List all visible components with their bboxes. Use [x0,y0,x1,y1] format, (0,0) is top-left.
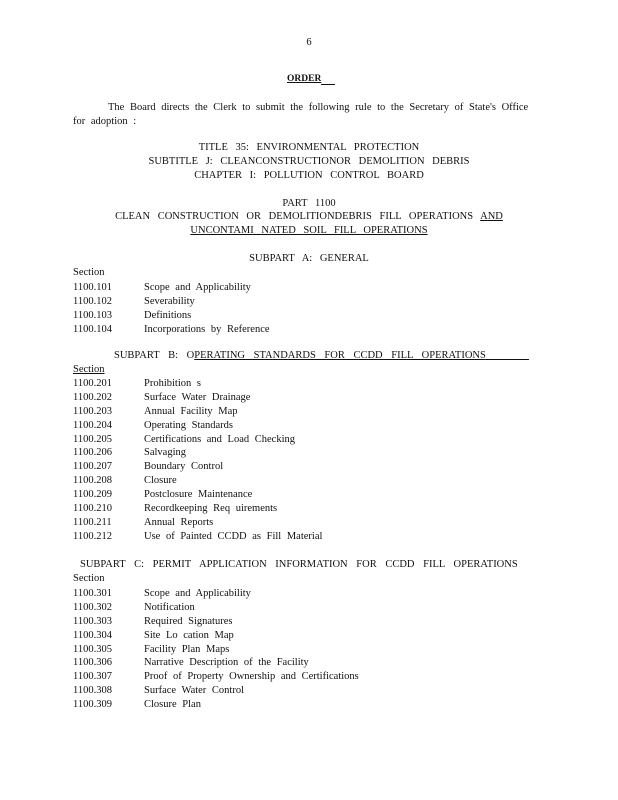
section-title: Facility Plan Maps [144,643,230,655]
section-number: 1100.102 [73,295,112,307]
section-number: 1100.204 [73,419,112,431]
section-number: 1100.205 [73,433,112,445]
section-title: Annual Facility Map [144,405,238,417]
order-underline-trail [321,74,335,85]
section-number: 1100.301 [73,588,112,599]
section-number: 1100.208 [73,475,112,487]
section-title: Surface Water Drainage [144,391,251,403]
section-number: 1100.304 [73,629,112,641]
section-number: 1100.203 [73,405,112,417]
section-number: 1100.307 [73,671,112,683]
title-line: TITLE 35: ENVIRONMENTAL PROTECTION [198,142,420,153]
section-title: Salvaging [144,447,186,459]
section-title: Definitions [144,309,192,321]
section-title: Boundary Control [144,461,224,473]
section-number: 1100.101 [73,282,112,293]
subpart-c-section-label: Section [73,573,105,584]
part-name-line-1-text: CLEAN CONSTRUCTION OR DEMOLITIONDEBRIS FILL OPERATIONS [115,211,474,222]
subpart-b-heading-prefix: SUBPART B: O [114,350,195,361]
section-number: 1100.212 [73,530,112,542]
section-number: 1100.209 [73,489,112,501]
section-title: Certifications and Load Checking [144,433,296,445]
section-number: 1100.210 [73,503,112,515]
subpart-b-heading-underlined: PERATING STANDARDS FOR CCDD FILL OPERATIONS [194,350,486,361]
section-number: 1100.211 [73,516,112,528]
section-title: Closure [144,475,177,487]
section-title: Surface Water Control [144,685,245,697]
section-title: Notification [144,601,195,613]
part-line: PART 1100 [282,198,336,209]
section-number: 1100.305 [73,643,112,655]
section-number: 1100.202 [73,391,112,403]
section-title: Prohibition s [144,378,201,389]
order-heading-text: ORDER [287,74,322,84]
subpart-b-underline-trail [486,350,529,361]
part-name-and: AND [480,211,503,222]
section-title: Recordkeeping Req uirements [144,503,278,515]
section-title: Narrative Description of the Facility [144,657,309,669]
section-title: Scope and Applicability [144,588,251,599]
section-number: 1100.302 [73,601,112,613]
page-number: 6 [306,37,312,48]
intro-paragraph: The Board directs the Clerk to submit the following rule to the Secretary of State's Office for adoption : [73,102,529,127]
section-title: Annual Reports [144,516,214,528]
subpart-b-section-label: Section [73,364,105,375]
section-title: Required Signatures [144,615,233,627]
subtitle-line: SUBTITLE J: CLEANCONSTRUCTIONOR DEMOLITION DEBRIS [148,156,470,167]
section-title: Operating Standards [144,419,234,431]
chapter-line: CHAPTER I: POLLUTION CONTROL BOARD [194,170,424,181]
section-title: Severability [144,295,195,307]
section-number: 1100.104 [73,323,112,335]
section-number: 1100.303 [73,615,112,627]
section-number: 1100.308 [73,685,112,697]
section-title: Proof of Property Ownership and Certifications [144,671,359,683]
subpart-a-heading: SUBPART A: GENERAL [249,253,369,264]
section-title: Closure Plan [144,699,201,711]
order-heading [287,74,335,85]
section-title: Postclosure Maintenance [144,489,253,501]
section-number: 1100.306 [73,657,112,669]
subpart-a-section-label: Section [73,267,105,278]
section-title: Site Lo cation Map [144,629,234,641]
section-number: 1100.207 [73,461,112,473]
subpart-b-heading [114,350,529,361]
section-title: Scope and Applicability [144,282,251,293]
section-title: Use of Painted CCDD as Fill Material [144,530,323,542]
section-title: Incorporations by Reference [144,323,270,335]
part-name-line-2: UNCONTAMI NATED SOIL FILL OPERATIONS [190,225,428,236]
subpart-c-heading: SUBPART C: PERMIT APPLICATION INFORMATION FOR CCDD FILL OPERATIONS [80,559,518,570]
section-number: 1100.206 [73,447,112,459]
part-name-line-1 [0,211,618,222]
section-number: 1100.201 [73,378,112,389]
section-number: 1100.309 [73,699,112,711]
section-number: 1100.103 [73,309,112,321]
